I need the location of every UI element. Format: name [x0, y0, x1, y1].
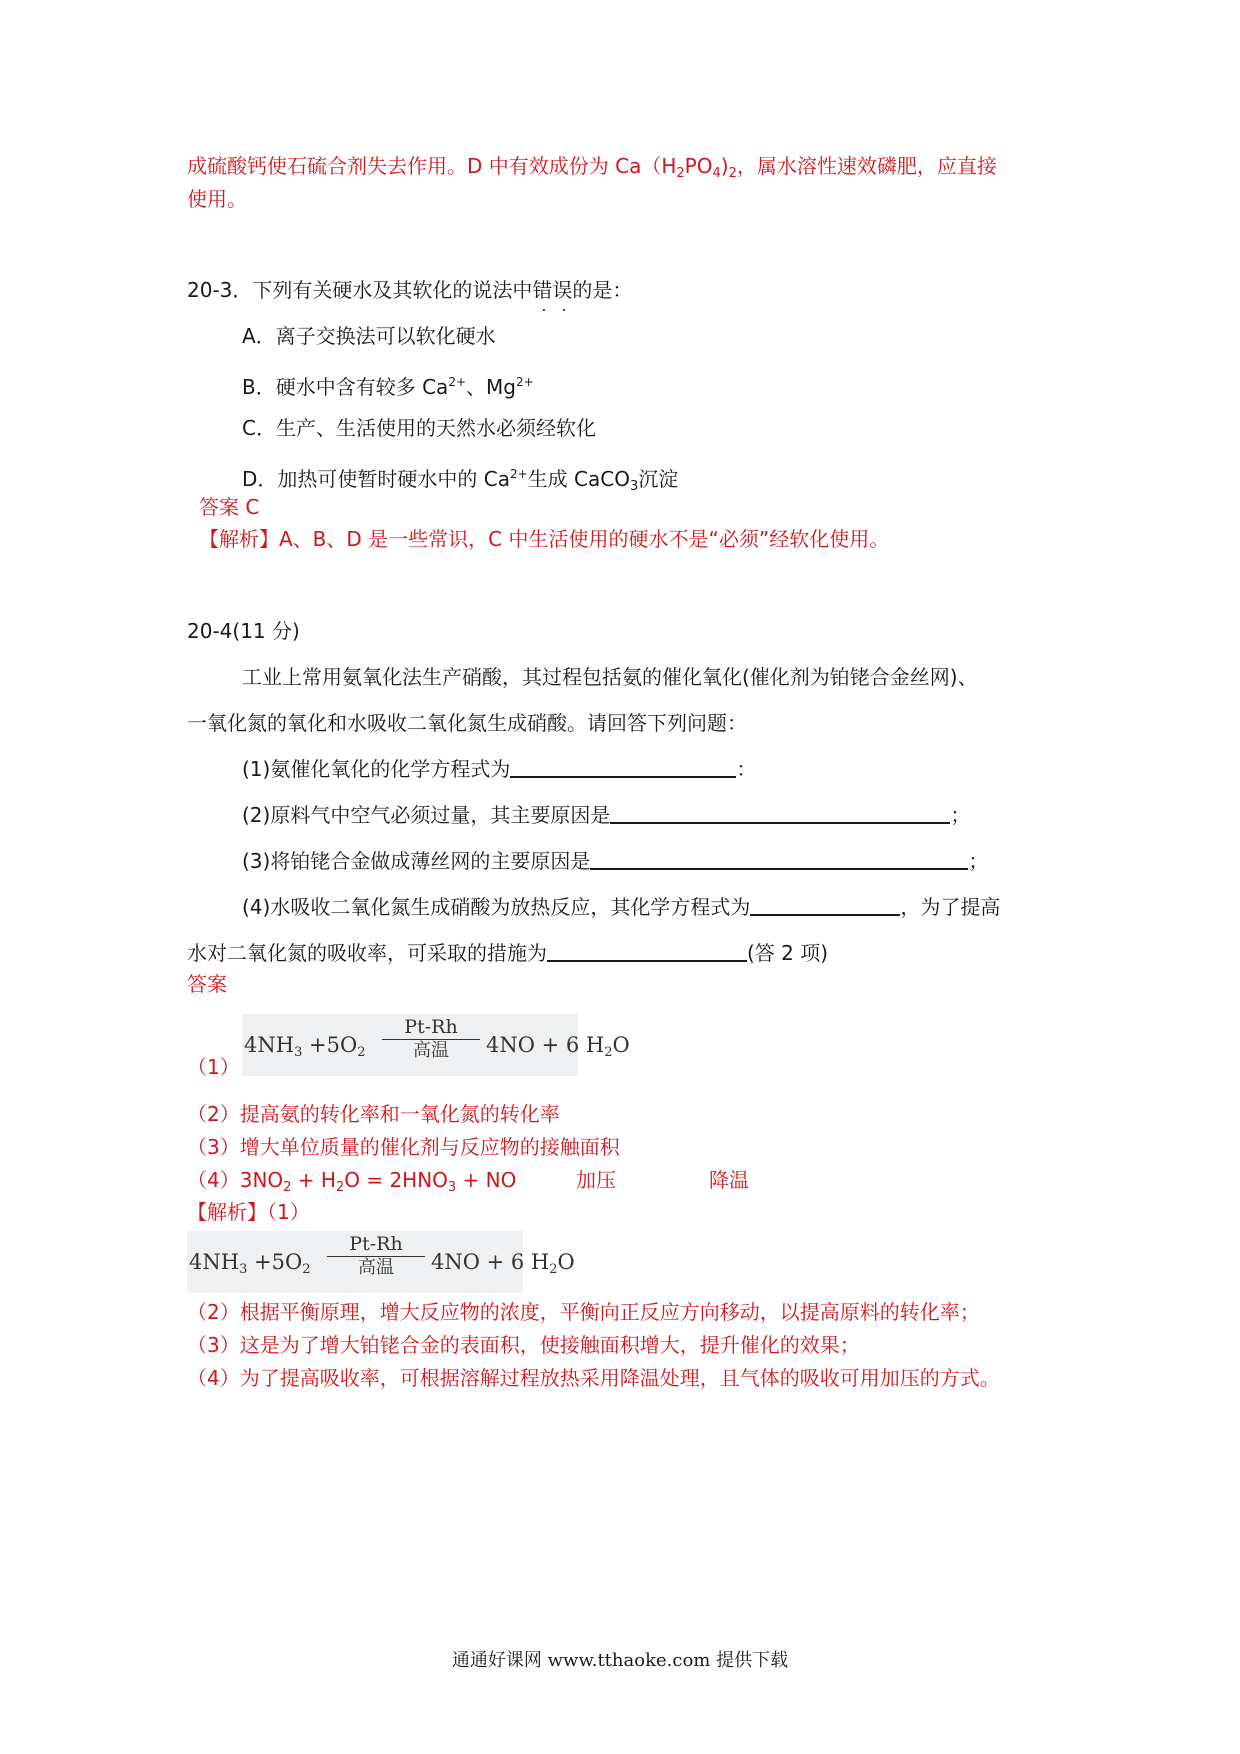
equation-right: 4NO + 6 $H_2O$ [486, 1033, 630, 1060]
prev-analysis-line-1: 成硫酸钙使石硫合剂失去作用。D 中有效成份为 $Ca(H_2PO_4)_2$，属水溶性速效磷肥，应直接 [187, 154, 997, 181]
answer-blank-3[interactable] [590, 848, 968, 870]
equation-arrow-condition: Pt-Rh 高温 [382, 1016, 480, 1061]
page-footer: 通通好课网 www.tthaoke.com 提供下载 [451, 1650, 789, 1671]
answer-blank-1[interactable] [510, 756, 736, 778]
answer-2: （2）提高氨的转化率和一氧化氮的转化率 [187, 1102, 560, 1126]
prev-analysis-line-2: 使用。 [187, 187, 247, 211]
analysis-20-3: 【解析】A、B、D 是一些常识，C 中生活使用的硬水不是“必须”经软化使用。 [199, 527, 890, 551]
equation-arrow-condition: Pt-Rh 高温 [327, 1233, 425, 1278]
answer-3: （3）增大单位质量的催化剂与反应物的接触面积 [187, 1135, 620, 1159]
answer-blank-4[interactable] [750, 894, 900, 916]
answer-blank-5[interactable] [547, 940, 747, 962]
equation-left: $4NH_3 +5O_2$ [189, 1250, 311, 1277]
answer-20-4-label: 答案 [187, 972, 227, 996]
question-20-3-stem: 20-3．下列有关硬水及其软化的说法中错误的是： [187, 278, 633, 302]
option-b: B．硬水中含有较多 $Ca^{2+}$、$Mg^{2+}$ [242, 375, 534, 399]
option-d: D．加热可使暂时硬水中的 $Ca^{2+}$生成 CaCO$_3$沉淀 [242, 467, 679, 494]
part-1: (1)氨催化氧化的化学方程式为 ： [242, 757, 757, 781]
equation-image-analysis [187, 1231, 575, 1293]
analysis-20-4-label: 【解析】（1） [187, 1200, 310, 1224]
equation-left: $4NH_3 +5O_2$ [244, 1033, 366, 1060]
option-c: C．生产、生活使用的天然水必须经软化 [242, 416, 596, 440]
analysis-2: （2）根据平衡原理，增大反应物的浓度，平衡向正反应方向移动，以提高原料的转化率； [187, 1300, 980, 1324]
analysis-4: （4）为了提高吸收率，可根据溶解过程放热采用降温处理，且气体的吸收可用加压的方式。 [187, 1366, 1000, 1390]
equation-image-answer [242, 1014, 630, 1076]
option-a: A．离子交换法可以软化硬水 [242, 324, 496, 348]
part-4-line-2: 水对二氧化氮的吸收率，可采取的措施为 (答 2 项) [187, 941, 829, 965]
answer-20-3: 答案 C [199, 495, 260, 519]
part-2: (2)原料气中空气必须过量，其主要原因是 ； [242, 803, 971, 827]
answer-4-measure-2: 降温 [709, 1168, 749, 1192]
answer-4: $(4)3NO_2 + H_2O = 2HNO_3$ + NO [187, 1168, 517, 1195]
question-20-4-title: 20-4(11 分) [187, 619, 300, 643]
answer-blank-2[interactable] [610, 802, 950, 824]
answer-1-label: （1） [187, 1055, 240, 1079]
equation-right: 4NO + 6 $H_2O$ [431, 1250, 575, 1277]
part-3: (3)将铂铑合金做成薄丝网的主要原因是 ； [242, 849, 989, 873]
part-4: (4)水吸收二氧化氮生成硝酸为放热反应，其化学方程式为 ，为了提高 [242, 895, 1001, 919]
question-20-4-intro-1: 工业上常用氨氧化法生产硝酸，其过程包括氨的催化氧化(催化剂为铂铑合金丝网)、 [242, 665, 978, 689]
question-20-4-intro-2: 一氧化氮的氧化和水吸收二氧化氮生成硝酸。请回答下列问题： [187, 711, 747, 735]
answer-4-measure-1: 加压 [576, 1168, 616, 1192]
analysis-3: （3）这是为了增大铂铑合金的表面积，使接触面积增大，提升催化的效果； [187, 1333, 860, 1357]
